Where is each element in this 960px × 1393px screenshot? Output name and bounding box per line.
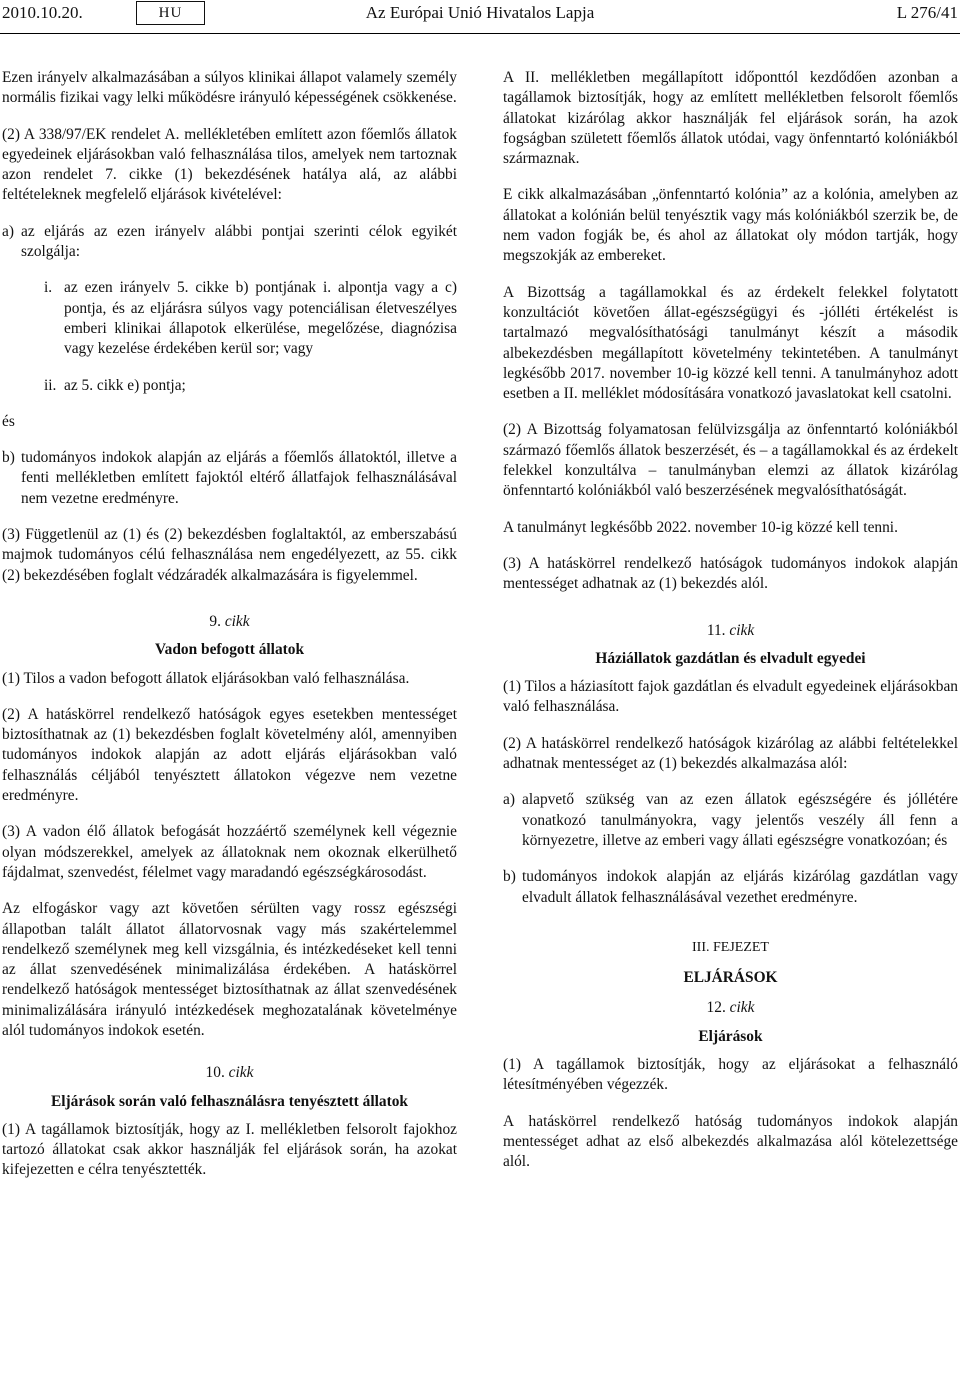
paragraph: E cikk alkalmazásában „önfenntartó kolónia” az a kolónia, amelyben az állatokat a kolónián belül tenyésztik vagy más kolóniákból szerzik be, de nem vadon fogják be, és ahol az állatokat oly módon tartják, hogy megszokják az embereket. [503, 186, 958, 265]
paragraph: (3) A vadon élő állatok befogását hozzáértő személynek kell végeznie olyan módszerekkel, amelyek az állatoknak nem okoznak elkerülhető fájdalmat, szenvedést, félelmet vagy maradandó egészségkárosodást. [2, 823, 457, 881]
article-title: Eljárások során való felhasználásra tenyésztett állatok [51, 1092, 408, 1110]
paragraph: (1) A tagállamok biztosítják, hogy az eljárásokat a felhasználó létesítményében végezzék. [503, 1055, 958, 1094]
item-text: az 5. cikk e) pontja; [64, 376, 186, 394]
chapter-title: ELJÁRÁSOK [683, 969, 778, 987]
article-title: Eljárások [698, 1027, 763, 1045]
paragraph: Ezen irányelv alkalmazásában a súlyos klinikai állapot valamely személy normális fizikai vagy lelki működésre irányuló képességének csökkenése. [2, 69, 457, 107]
left-column [2, 68, 457, 1181]
paragraph: (2) A hatáskörrel rendelkező hatóságok kizárólag az alábbi feltételekkel adhatnak mentességet az (1) bekezdés alkalmazása alól: [503, 734, 958, 773]
page-header [0, 0, 960, 30]
item-label: a) [2, 222, 14, 240]
list-item [503, 790, 958, 851]
list-item [2, 448, 457, 509]
paragraph: (2) A hatáskörrel rendelkező hatóságok egyes esetekben mentességet biztosíthatnak az (1) bekezdésben foglalt követelmény alól, amennyiben tudományos indokok alapján az adott eljárás eljárásokban való felhasználás céljából tenyésztett állatokon végezve nem vezetne eredményre. [2, 705, 457, 805]
item-text: alapvető szükség van az ezen állatok egészségére és jóllétére vonatkozó tanulmányokra, vagy jelentős veszély áll fenn a környezetre, illetve az emberi vagy állati egészségre vonatkozóan; és [522, 791, 958, 849]
header-rule [0, 33, 960, 34]
item-label: b) [503, 868, 516, 886]
chapter-number: III. FEJEZET [692, 939, 769, 955]
item-label: a) [503, 791, 515, 809]
list-item [2, 376, 457, 396]
journal-title: Az Európai Unió Hivatalos Lapja [365, 3, 595, 22]
list-item [503, 867, 958, 908]
item-text: tudományos indokok alapján az eljárás kizárólag gazdátlan vagy elvadult állatok felhasználásával vezethet eredményre. [522, 868, 958, 906]
article-title: Háziállatok gazdátlan és elvadult egyedei [595, 649, 866, 667]
paragraph: A Bizottság a tagállamokkal és az érdekelt felekkel folytatott konzultációt követően állat-egészségügyi és -jólléti értékelést is tartalmazó megvalósíthatósági tanulmányt készít a második albekezdésben megállapított követelmény tekintetében. A tanulmányt legkésőbb 2017. november 10-ig közzé kell tenni. A tanulmányhoz adott esetben a II. melléklet módosítására vonatkozó javaslatokat kell csatolni. [503, 283, 958, 403]
item-text: az ezen irányelv 5. cikke b) pontjának i. alpontja vagy a c) pontja, és az eljárásra súlyos vagy potenciálisan életveszélyes emberi klinikai állapotok elkerülése, megelőzése, diagnózisa vagy kezelése érdekében kerül sor; vagy [64, 279, 457, 358]
item-text: tudományos indokok alapján az eljárás a főemlős állatoktól, illetve a fenti mellékletben említett fajoktól eltérő állatfajok felhasználásával nem vezetne eredményre. [21, 449, 457, 507]
right-column [503, 68, 958, 1172]
paragraph: (1) A tagállamok biztosítják, hogy az I. mellékletben felsorolt fajokhoz tartozó állatokat csak akkor használják fel eljárások során, ha azokat kifejezetten e célra tenyésztették. [2, 1120, 457, 1179]
article-number: 12. cikk [706, 999, 755, 1017]
article-title: Vadon befogott állatok [154, 641, 305, 659]
publication-date: 2010.10.20. [2, 3, 83, 22]
list-item [2, 222, 457, 263]
item-text: az eljárás az ezen irányelv alábbi pontjai szerinti célok egyikét szolgálja: [21, 222, 457, 261]
page-number: L 276/41 [896, 3, 958, 22]
conjunction: és [2, 412, 15, 430]
item-label: ii. [44, 376, 57, 394]
paragraph: A tanulmányt legkésőbb 2022. november 10-ig közzé kell tenni. [503, 518, 898, 536]
paragraph: (1) Tilos a háziasított fajok gazdátlan és elvadult egyedeinek eljárásokban való felhasználása. [503, 678, 958, 716]
article-number: 10. cikk [205, 1064, 254, 1082]
item-label: b) [2, 449, 15, 467]
paragraph: (2) A 338/97/EK rendelet A. mellékletében említett azon főemlős állatok egyedeinek eljárásokban való felhasználása tilos, amelyek nem tartoznak azon rendelet 7. cikke (1) bekezdésének hatálya alá, az alábbi feltételeknek megfelelő eljárások kivételével: [2, 125, 457, 204]
article-number: 11. cikk [706, 621, 755, 639]
language-code: HU [136, 1, 205, 25]
paragraph: Az elfogáskor vagy azt követően sérülten vagy rossz egészségi állapotban talált állatot állatorvosnak vagy más szakértelemmel rendelkező személynek meg kell vizsgálnia, és intézkedéseket kell tenni az állat szenvedésének minimalizálása érdekében. A hatáskörrel rendelkező hatóságok mentességet biztosíthatnak az állat szenvedésének minimalizálására irányuló intézkedések meghozatalának követelménye alól tudományos indokok esetén. [2, 900, 457, 1039]
paragraph: A II. mellékletben megállapított időponttól kezdődően azonban a tagállamok biztosítják, hogy az említett mellékletben felsorolt főemlős állatokat kizárólag akkor használják fel eljárások során, ha azok fogságban született főemlős állatok utódai, vagy önfenntartó kolóniákból származnak. [503, 69, 958, 168]
article-number: 9. cikk [209, 612, 250, 630]
paragraph: A hatáskörrel rendelkező hatóság tudományos indokok alapján mentességet adhat az első albekezdés alkalmazása alól kötelezettsége alól. [503, 1112, 958, 1171]
paragraph: (1) Tilos a vadon befogott állatok eljárásokban való felhasználása. [2, 669, 410, 687]
list-item [2, 278, 457, 359]
paragraph: (2) A Bizottság folyamatosan felülvizsgálja az önfenntartó kolóniákból származó főemlős állatok beszerzését, és – a tagállamokkal és az érdekelt felekkel konzultálva – tanulmányban elemzi az állatok kizárólag önfenntartó kolóniákból való beszerzésének megvalósíthatóságát. [503, 421, 958, 500]
paragraph: (3) Függetlenül az (1) és (2) bekezdésben foglaltaktól, az emberszabású majmok tudományos célú felhasználása nem engedélyezett, az 55. cikk (2) bekezdésében foglalt védzáradék alkalmazására is figyelemmel. [2, 526, 457, 584]
paragraph: (3) A hatáskörrel rendelkező hatóságok tudományos indokok alapján mentességet adhatnak az (1) bekezdés alól. [503, 554, 958, 593]
item-label: i. [44, 279, 53, 297]
